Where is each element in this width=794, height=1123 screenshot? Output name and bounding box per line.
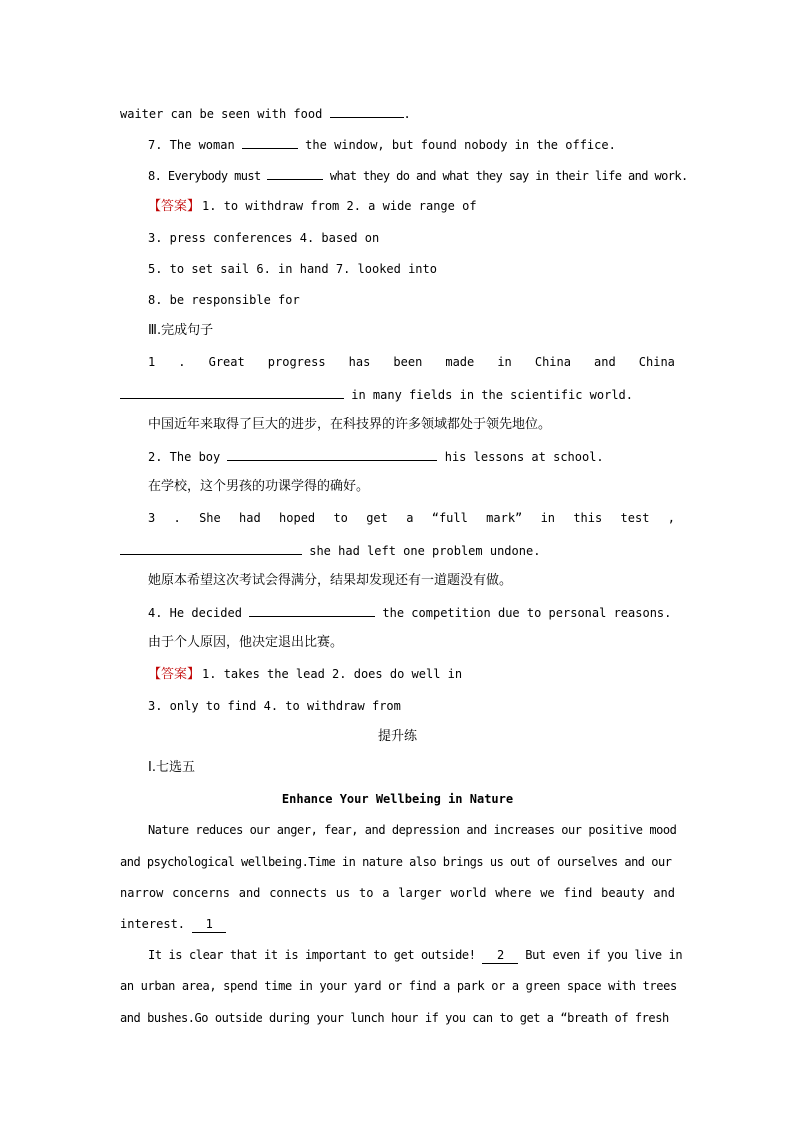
sentence-2 — [148, 447, 675, 465]
question-6-tail — [120, 104, 675, 122]
word: us — [335, 886, 351, 900]
word: a — [406, 511, 414, 525]
text: 8. be responsible for — [148, 293, 300, 307]
text: 5. to set sail 6. in hand 7. looked into — [148, 262, 437, 276]
sentence-1-line-2 — [120, 385, 675, 403]
word: a — [382, 886, 390, 900]
word: in — [497, 355, 512, 369]
word: and — [238, 886, 261, 900]
practice-heading — [120, 728, 675, 746]
question-blank-2[interactable] — [482, 948, 518, 964]
answers-block-1-line-4 — [148, 291, 675, 309]
word: . — [178, 355, 186, 369]
word: She — [199, 511, 221, 525]
text: what they do and what they say in their life and work. — [329, 169, 688, 183]
word: “full — [431, 511, 468, 525]
text: interest. — [120, 917, 186, 931]
word: and — [653, 886, 675, 900]
text: Nature reduces our anger, fear, and depression and increases our positive mood — [148, 823, 677, 837]
text: 3. press conferences 4. based on — [148, 231, 380, 245]
text: and psychological wellbeing.Time in nature also brings us out of ourselves and our — [120, 855, 672, 869]
text: 2. The boy — [148, 450, 221, 464]
word: world — [450, 886, 487, 900]
text: Ⅰ.七选五 — [148, 760, 195, 775]
word: China — [534, 355, 571, 369]
text: the competition due to personal reasons. — [382, 606, 672, 620]
text: Enhance Your Wellbeing in Nature — [281, 792, 514, 806]
sentence-3-line-2 — [120, 541, 675, 559]
text: in many fields in the scientific world. — [351, 388, 633, 402]
answers-block-1-line-2 — [148, 229, 675, 247]
question-7 — [148, 135, 675, 153]
text: his lessons at school. — [444, 450, 604, 464]
word: been — [393, 355, 423, 369]
answers-block-1-line-3 — [148, 260, 675, 278]
answer-blank — [249, 603, 375, 617]
word: Great — [208, 355, 245, 369]
question-blank-1[interactable] — [192, 917, 226, 933]
word: to — [359, 886, 374, 900]
text: 1. to withdraw from 2. a wide range of — [202, 199, 477, 213]
paragraph-1-line-4 — [120, 915, 675, 933]
paragraph-1-line-3 — [120, 884, 675, 902]
text: 8. Everybody must — [148, 169, 261, 183]
text: 中国近年来取得了巨大的进步，在科技界的许多领域都处于领先地位。 — [148, 417, 552, 432]
word: had — [239, 511, 261, 525]
text: But even if you live in — [525, 948, 683, 962]
blank-number: 2 — [497, 948, 504, 962]
word: beauty — [601, 886, 645, 900]
text: 在学校，这个男孩的功课学得的确好。 — [148, 479, 370, 494]
word: test — [620, 511, 650, 525]
answers-block-2-line-2 — [148, 697, 675, 715]
word: find — [563, 886, 593, 900]
section-heading — [148, 322, 675, 340]
paragraph-1-line-1 — [148, 821, 675, 839]
text: 1. takes the lead 2. does do well in — [202, 667, 463, 681]
paragraph-2-line-3 — [120, 1009, 675, 1027]
word: , — [667, 511, 675, 525]
answer-blank — [242, 135, 298, 149]
task-heading — [148, 759, 675, 777]
word: to — [333, 511, 348, 525]
text: 7. The woman — [148, 138, 235, 152]
word: narrow — [120, 886, 164, 900]
sentence-4-translation — [148, 634, 675, 652]
text: and bushes.Go outside during your lunch hour if you can to get a “breath of fresh — [120, 1011, 669, 1025]
word: concerns — [172, 886, 230, 900]
answer-blank — [227, 447, 437, 461]
blank-number: 1 — [205, 917, 213, 931]
text: It is clear that it is important to get outside! — [148, 948, 476, 962]
word: and — [594, 355, 616, 369]
text: . — [403, 107, 411, 121]
answer-blank — [330, 104, 404, 118]
text: waiter can be seen with food — [120, 107, 323, 121]
word: larger — [398, 886, 442, 900]
text: she had left one problem undone. — [309, 544, 541, 558]
word: mark” — [486, 511, 523, 525]
word: in — [540, 511, 556, 525]
question-8 — [148, 166, 688, 184]
text: 3. only to find 4. to withdraw from — [148, 699, 401, 713]
text: the window, but found nobody in the office. — [305, 138, 616, 152]
answer-label: 【答案】 — [148, 199, 201, 214]
passage-title — [120, 790, 675, 808]
text: 由于个人原因，他决定退出比赛。 — [148, 635, 344, 650]
sentence-1-line-1 — [148, 353, 675, 371]
word: 1 — [148, 355, 156, 369]
answers-block-1-line-1 — [148, 197, 675, 215]
sentence-4 — [148, 603, 675, 621]
paragraph-2-line-1 — [148, 946, 683, 964]
word: China — [638, 355, 675, 369]
answers-block-2-line-1 — [148, 665, 675, 683]
word: hoped — [279, 511, 316, 525]
paragraph-2-line-2 — [120, 977, 675, 995]
answer-blank — [120, 385, 344, 399]
text: 提升练 — [377, 729, 417, 744]
paragraph-1-line-2 — [120, 853, 675, 871]
word: get — [366, 511, 388, 525]
text: 她原本希望这次考试会得满分，结果却发现还有一道题没有做。 — [148, 573, 513, 588]
word: where — [495, 886, 532, 900]
answer-blank — [120, 541, 302, 555]
text: 4. He decided — [148, 606, 242, 620]
word: this — [573, 511, 603, 525]
sentence-3-translation — [148, 572, 675, 590]
answer-blank — [267, 166, 323, 180]
word: made — [445, 355, 475, 369]
word: 3 — [148, 511, 156, 525]
sentence-2-translation — [148, 478, 675, 496]
word: . — [173, 511, 181, 525]
answer-label: 【答案】 — [148, 667, 201, 682]
sentence-3-line-1 — [148, 509, 675, 527]
text: Ⅲ.完成句子 — [148, 323, 214, 338]
text: an urban area, spend time in your yard or find a park or a green space with trees — [120, 979, 677, 993]
sentence-1-translation — [148, 416, 675, 434]
word: has — [348, 355, 371, 369]
word: connects — [269, 886, 327, 900]
word: we — [540, 886, 555, 900]
word: progress — [267, 355, 326, 369]
